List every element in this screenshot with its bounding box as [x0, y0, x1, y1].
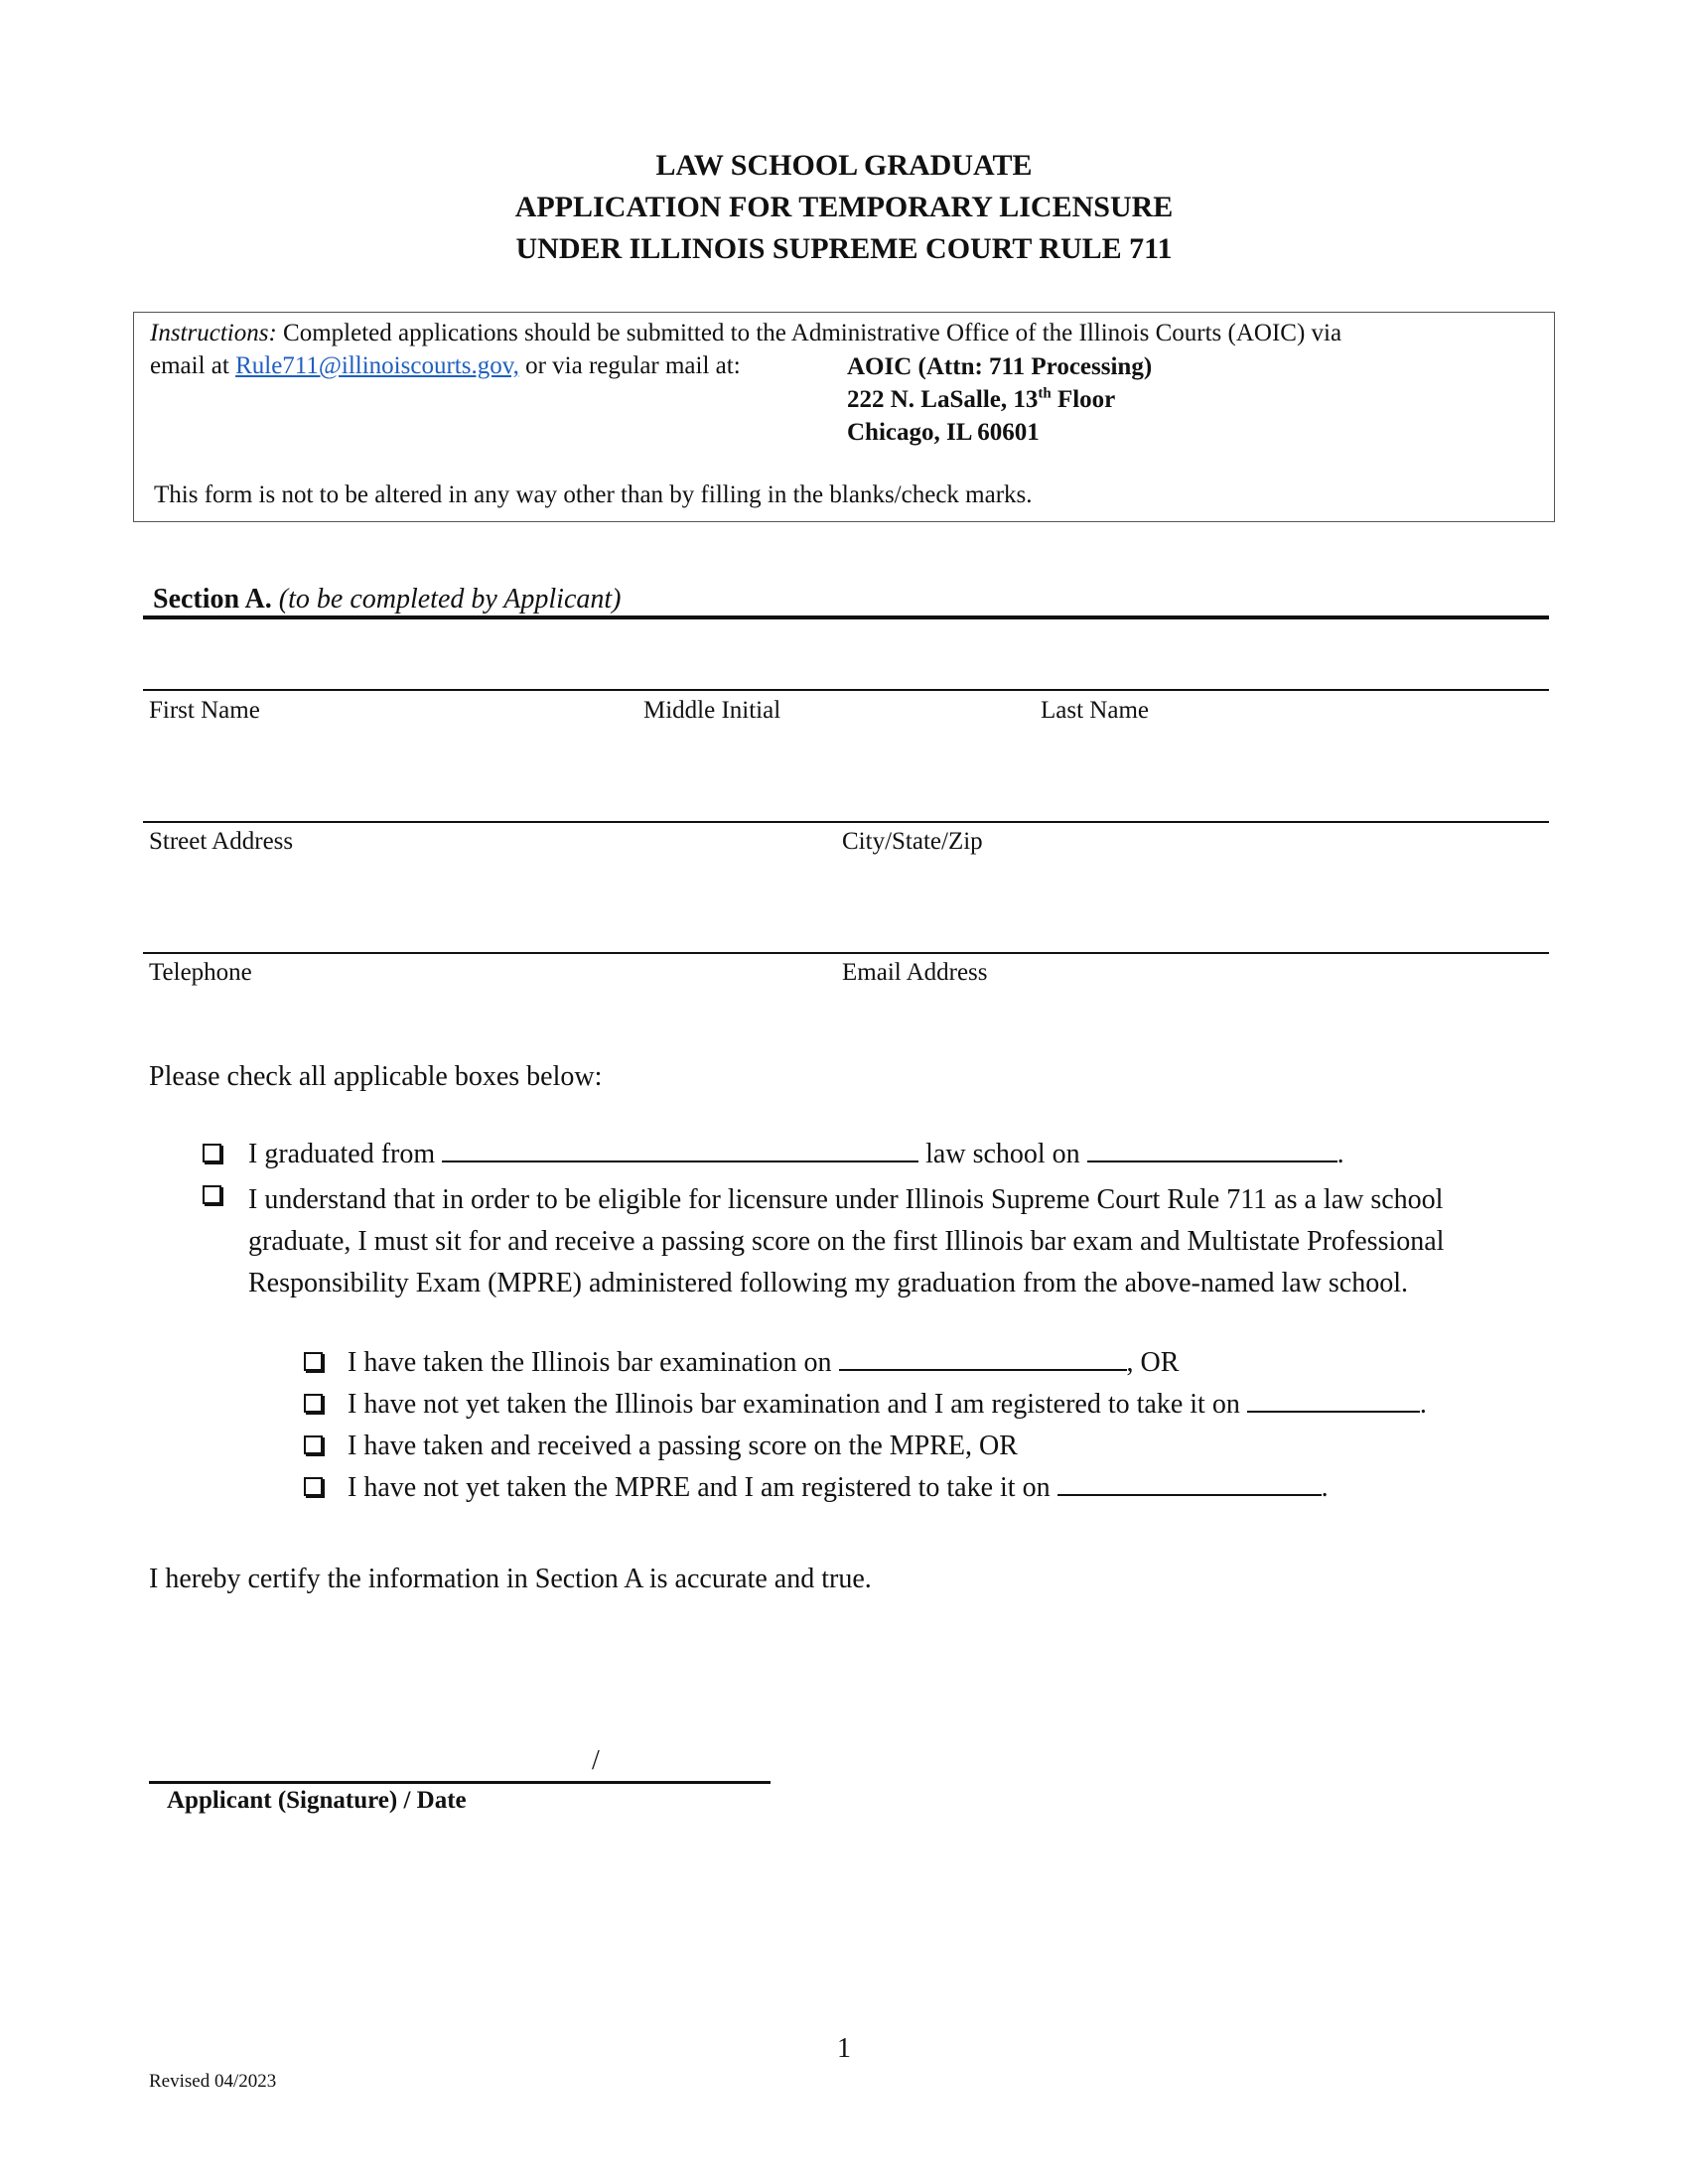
section-a-heading: [153, 584, 622, 615]
graduated-pre: I graduated from: [248, 1139, 443, 1169]
section-label: Section A.: [153, 584, 272, 614]
name-line[interactable]: [143, 689, 1549, 691]
instructions-text: [150, 317, 1540, 382]
revision-date: Revised 04/2023: [149, 2071, 277, 2092]
address-line-2-sup: th: [1038, 385, 1052, 402]
email-link[interactable]: Rule711@illinoiscourts.gov,: [235, 352, 519, 379]
instructions-text-2: email at: [150, 352, 236, 379]
email-address-label: Email Address: [842, 959, 988, 986]
address-line-1: AOIC (Attn: 711 Processing): [847, 353, 1153, 380]
title-line-2: APPLICATION FOR TEMPORARY LICENSURE: [514, 191, 1174, 223]
graduated-mid: law school on: [918, 1139, 1087, 1169]
understand-rest: school graduate, I must sit for and receive a passing score on the first Illinois bar exam and Multistate Professional Responsibility Exam (MPRE) administered following my graduation from the above-named law school.: [248, 1184, 1445, 1298]
instructions-label: Instructions:: [150, 320, 277, 346]
mailing-address: [847, 350, 1152, 449]
title-line-1: LAW SCHOOL GRADUATE: [655, 149, 1033, 182]
graduated-end: .: [1336, 1139, 1344, 1169]
bar-registered-date-blank[interactable]: [1247, 1387, 1420, 1413]
bar-taken-statement: [348, 1342, 1179, 1384]
mpre-registered-date-blank[interactable]: [1057, 1470, 1322, 1496]
street-address-label: Street Address: [149, 828, 294, 855]
first-name-label: First Name: [149, 697, 260, 724]
page-number: 1: [837, 2033, 851, 2064]
bar-registered-checkbox[interactable]: [304, 1394, 323, 1413]
title-line-3: UNDER ILLINOIS SUPREME COURT RULE 711: [515, 232, 1173, 265]
graduated-checkbox[interactable]: [203, 1144, 221, 1162]
graduated-statement: [248, 1134, 1344, 1175]
bar-registered-statement: [348, 1384, 1427, 1426]
mpre-registered-checkbox[interactable]: [304, 1477, 323, 1496]
law-school-blank[interactable]: [442, 1137, 918, 1162]
middle-initial-label: Middle Initial: [643, 697, 781, 724]
bar-taken-text: I have taken the Illinois bar examination on: [348, 1347, 839, 1378]
instructions-text-1: Completed applications should be submitted to the Administrative Office of the Illinois Courts (AOIC) via: [276, 320, 1342, 346]
section-sublabel: (to be completed by Applicant): [278, 584, 622, 614]
signature-date-separator: /: [592, 1745, 600, 1776]
form-title: [0, 145, 1688, 270]
address-line-2: [847, 383, 1152, 416]
signature-label: Applicant (Signature) / Date: [167, 1787, 467, 1814]
understand-line-1: I understand that in order to be eligible for licensure under Illinois Supreme Court Rule 711 as a law: [248, 1184, 1364, 1215]
address-line-2-post: Floor: [1051, 386, 1116, 413]
bar-taken-date-blank[interactable]: [839, 1345, 1127, 1371]
instructions-box: [133, 312, 1555, 522]
address-line[interactable]: [143, 821, 1549, 823]
mpre-taken-checkbox[interactable]: [304, 1435, 323, 1454]
bar-taken-checkbox[interactable]: [304, 1352, 323, 1371]
mpre-registered-statement: [348, 1467, 1329, 1509]
mpre-registered-end: .: [1321, 1472, 1329, 1503]
graduation-date-blank[interactable]: [1087, 1137, 1337, 1162]
contact-line[interactable]: [143, 952, 1549, 954]
last-name-label: Last Name: [1041, 697, 1149, 724]
checkbox-intro: Please check all applicable boxes below:: [149, 1061, 603, 1092]
signature-line[interactable]: [149, 1781, 771, 1784]
bar-registered-end: .: [1419, 1389, 1427, 1420]
bar-taken-end: , OR: [1126, 1347, 1180, 1378]
telephone-label: Telephone: [149, 959, 252, 986]
bar-registered-text: I have not yet taken the Illinois bar examination and I am registered to take it on: [348, 1389, 1247, 1420]
instructions-text-3: or via regular mail at:: [518, 352, 741, 379]
understand-checkbox[interactable]: [203, 1185, 221, 1204]
section-a-rule: [143, 615, 1549, 619]
address-line-3: Chicago, IL 60601: [847, 419, 1040, 446]
understand-statement: [248, 1179, 1549, 1304]
city-state-zip-label: City/State/Zip: [842, 828, 983, 855]
mpre-taken-statement: I have taken and received a passing score on the MPRE, OR: [348, 1431, 1018, 1461]
instructions-note: This form is not to be altered in any way other than by filling in the blanks/check marks.: [154, 481, 1033, 508]
certify-statement: I hereby certify the information in Section A is accurate and true.: [149, 1564, 872, 1594]
address-line-2-pre: 222 N. LaSalle, 13: [847, 386, 1039, 413]
mpre-registered-text: I have not yet taken the MPRE and I am registered to take it on: [348, 1472, 1057, 1503]
